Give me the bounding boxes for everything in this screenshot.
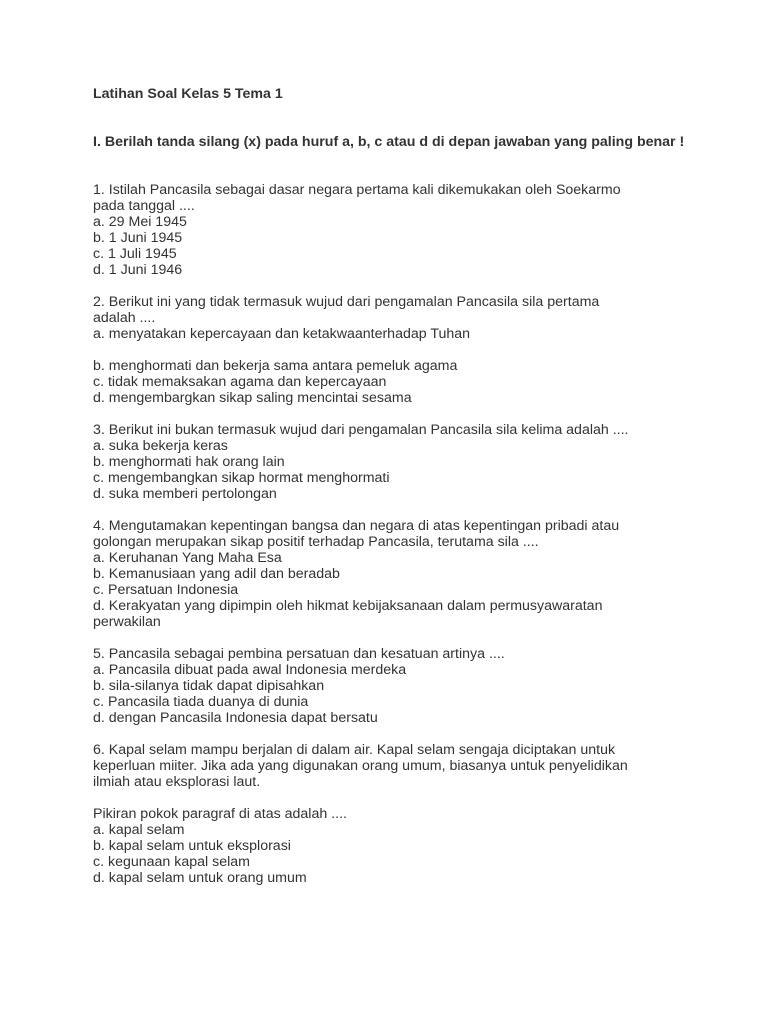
question-1 xyxy=(93,182,693,278)
question-4 xyxy=(93,518,693,630)
question-6 xyxy=(93,742,693,886)
question-stem-line: ilmiah atau eksplorasi laut. xyxy=(93,774,261,790)
answer-option: a. Keruhanan Yang Maha Esa xyxy=(93,550,282,566)
question-3 xyxy=(93,422,693,502)
answer-option: c. kegunaan kapal selam xyxy=(93,854,250,870)
answer-option: c. tidak memaksakan agama dan kepercayaan xyxy=(93,374,387,390)
question-5 xyxy=(93,646,693,726)
answer-option: c. 1 Juli 1945 xyxy=(93,246,177,262)
question-2 xyxy=(93,294,693,406)
document-title: Latihan Soal Kelas 5 Tema 1 xyxy=(93,86,283,102)
question-stem-line: 1. Istilah Pancasila sebagai dasar negara pertama kali dikemukakan oleh Soekarmo xyxy=(93,182,621,198)
answer-option: d. 1 Juni 1946 xyxy=(93,262,183,278)
answer-option: b. menghormati dan bekerja sama antara pemeluk agama xyxy=(93,358,458,374)
question-stem-line: keperluan miiter. Jika ada yang digunakan orang umum, biasanya untuk penyelidikan xyxy=(93,758,628,774)
question-stem-line: adalah .... xyxy=(93,310,156,326)
document-page xyxy=(93,86,693,902)
question-stem-line: 6. Kapal selam mampu berjalan di dalam air. Kapal selam sengaja diciptakan untuk xyxy=(93,742,616,758)
answer-option: d. mengembargkan sikap saling mencintai sesama xyxy=(93,390,412,406)
answer-option: b. sila-silanya tidak dapat dipisahkan xyxy=(93,678,325,694)
question-stem-line: pada tanggal .... xyxy=(93,198,195,214)
question-stem-line: 4. Mengutamakan kepentingan bangsa dan negara di atas kepentingan pribadi atau xyxy=(93,518,620,534)
question-stem-line: 2. Berikut ini yang tidak termasuk wujud dari pengamalan Pancasila sila pertama xyxy=(93,294,600,310)
question-stem-line: Pikiran pokok paragraf di atas adalah .... xyxy=(93,806,347,822)
answer-option: a. Pancasila dibuat pada awal Indonesia merdeka xyxy=(93,662,407,678)
answer-option: d. Kerakyatan yang dipimpin oleh hikmat kebijaksanaan dalam permusyawaratan xyxy=(93,598,603,614)
question-stem-line: 3. Berikut ini bukan termasuk wujud dari pengamalan Pancasila sila kelima adalah .... xyxy=(93,422,629,438)
answer-option: d. dengan Pancasila Indonesia dapat bersatu xyxy=(93,710,378,726)
answer-option: a. menyatakan kepercayaan dan ketakwaanterhadap Tuhan xyxy=(93,326,471,342)
answer-option: c. Pancasila tiada duanya di dunia xyxy=(93,694,309,710)
answer-option: a. kapal selam xyxy=(93,822,185,838)
answer-option: d. suka memberi pertolongan xyxy=(93,486,277,502)
blank-line xyxy=(93,790,693,806)
answer-option: a. 29 Mei 1945 xyxy=(93,214,187,230)
question-stem-line: 5. Pancasila sebagai pembina persatuan dan kesatuan artinya .... xyxy=(93,646,505,662)
question-list xyxy=(93,182,693,886)
answer-option: b. Kemanusiaan yang adil dan beradab xyxy=(93,566,340,582)
answer-option: b. kapal selam untuk eksplorasi xyxy=(93,838,291,854)
answer-option: a. suka bekerja keras xyxy=(93,438,228,454)
answer-option: b. menghormati hak orang lain xyxy=(93,454,285,470)
answer-option: c. mengembangkan sikap hormat menghormati xyxy=(93,470,390,486)
blank-line xyxy=(93,342,693,358)
question-stem-line: golongan merupakan sikap positif terhadap Pancasila, terutama sila .... xyxy=(93,534,539,550)
answer-option: d. kapal selam untuk orang umum xyxy=(93,870,307,886)
answer-option: perwakilan xyxy=(93,614,161,630)
answer-option: c. Persatuan Indonesia xyxy=(93,582,239,598)
instruction-text: I. Berilah tanda silang (x) pada huruf a, b, c atau d di depan jawaban yang paling benar ! xyxy=(93,134,685,150)
answer-option: b. 1 Juni 1945 xyxy=(93,230,183,246)
